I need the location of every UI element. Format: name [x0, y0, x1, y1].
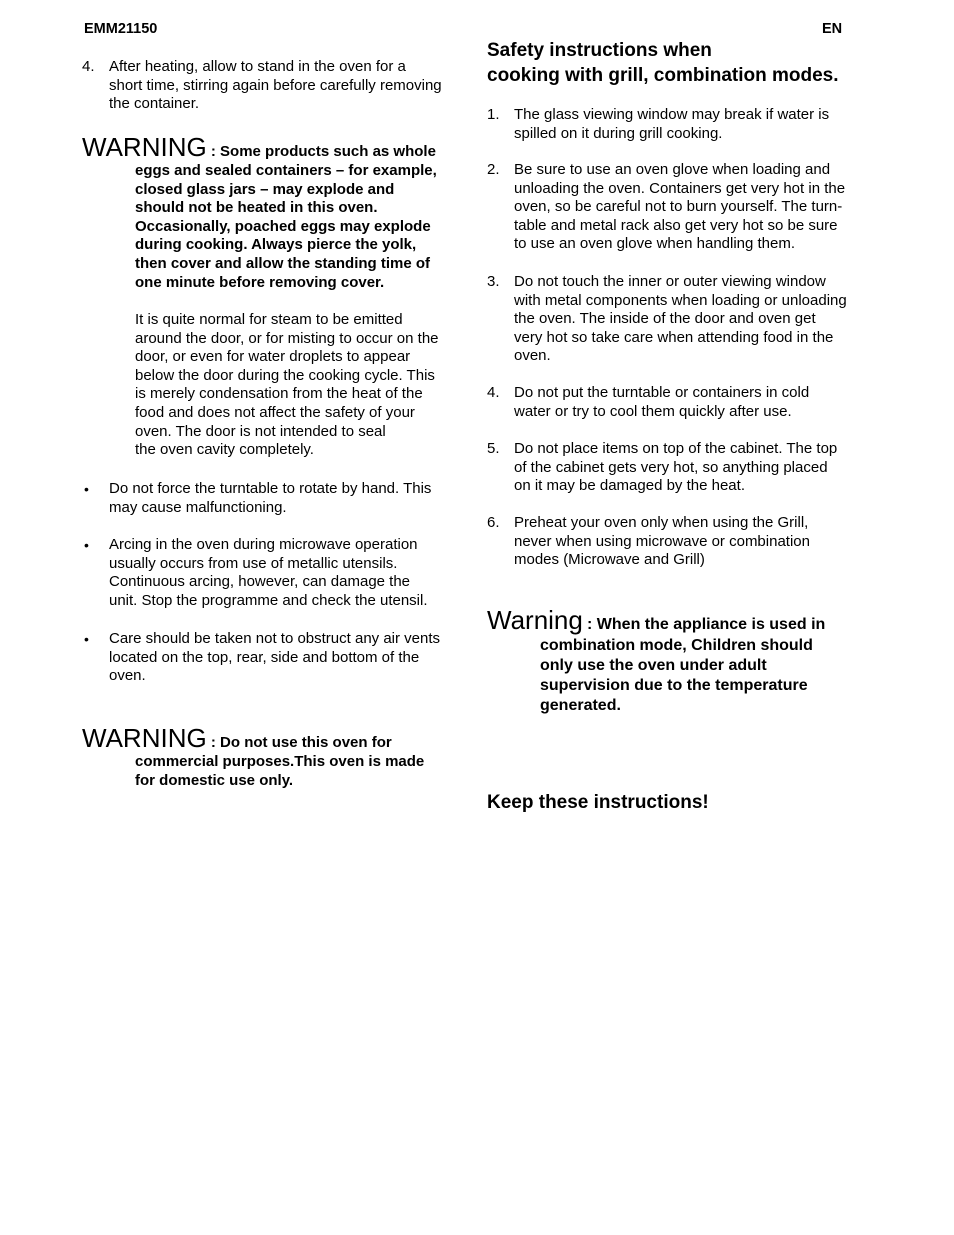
- item-text: [514, 384, 879, 421]
- bullet-icon: •: [84, 631, 89, 647]
- text-line: eggs and sealed containers – for example,: [135, 162, 437, 179]
- text-line: the container.: [109, 95, 200, 113]
- text-line: supervision due to the temperature: [540, 677, 808, 694]
- item-text: [514, 161, 879, 254]
- bullet-icon: •: [84, 481, 89, 497]
- text-line: oven.: [109, 667, 146, 685]
- item-number: 5.: [487, 440, 500, 457]
- text-line: Care should be taken not to obstruct any air vents: [109, 630, 441, 647]
- text-line: Do not touch the inner or outer viewing window: [514, 273, 826, 290]
- text-line: It is quite normal for steam to be emitted: [135, 311, 403, 328]
- title-line: Safety instructions when: [487, 40, 712, 61]
- text-line: very hot so take care when attending food in the: [514, 328, 834, 346]
- text-line: oven. The door is not intended to seal: [135, 422, 386, 440]
- text-line: The glass viewing window may break if water is: [514, 106, 830, 123]
- item-number: 6.: [487, 514, 500, 531]
- text-line: door, or even for water droplets to appear: [135, 348, 411, 366]
- text-line: Do not place items on top of the cabinet. The top: [514, 440, 838, 457]
- item-number: 2.: [487, 161, 500, 178]
- warning-first-line: : Some products such as whole: [210, 143, 436, 160]
- text-line: located on the top, rear, side and bottom of the: [109, 648, 420, 666]
- text-line: is merely condensation from the heat of the: [135, 385, 423, 403]
- text-line: below the door during the cooking cycle. This: [135, 366, 435, 384]
- text-line: to use an oven glove when handling them.: [514, 235, 796, 253]
- step-number: 4.: [82, 58, 95, 75]
- bullet-text: [109, 480, 470, 517]
- item-number: 4.: [487, 384, 500, 401]
- warning-body: [540, 636, 879, 716]
- text-line: never when using microwave or combination: [514, 532, 810, 550]
- warning-children: [487, 605, 879, 714]
- text-line: then cover and allow the standing time of: [135, 254, 431, 272]
- item-number: 3.: [487, 273, 500, 290]
- text-line: Occasionally, poached eggs may explode: [135, 217, 431, 235]
- text-line: around the door, or for misting to occur on the: [135, 329, 439, 347]
- warning-eggs: [82, 132, 470, 291]
- item-number: 1.: [487, 106, 500, 123]
- text-line: Continuous arcing, however, can damage the: [109, 573, 411, 591]
- model-number: EMM21150: [84, 21, 158, 37]
- warning-first-line: : When the appliance is used in: [587, 616, 826, 633]
- text-line: short time, stirring again before carefully removing: [109, 76, 442, 94]
- text-line: water or try to cool them quickly after use.: [514, 402, 792, 420]
- warning-first-line: : Do not use this oven for: [210, 734, 392, 751]
- text-line: Preheat your oven only when using the Grill,: [514, 514, 809, 531]
- text-line: closed glass jars – may explode and: [135, 180, 395, 198]
- item-text: [514, 106, 879, 143]
- bullet-text: [109, 536, 470, 610]
- text-line: Do not put the turntable or containers in cold: [514, 384, 810, 401]
- text-line: of the cabinet gets very hot, so anything placed: [514, 458, 828, 476]
- step-text: [109, 58, 470, 114]
- text-line: the oven. The inside of the door and oven get: [514, 310, 816, 328]
- item-text: [514, 440, 879, 496]
- text-line: unit. Stop the programme and check the utensil.: [109, 591, 428, 609]
- text-line: combination mode, Children should: [540, 637, 813, 654]
- text-line: spilled on it during grill cooking.: [514, 124, 723, 142]
- item-text: [514, 514, 879, 570]
- language-code: EN: [822, 21, 843, 37]
- text-line: the oven cavity completely.: [135, 441, 314, 459]
- warning-label: WARNING: [82, 723, 207, 753]
- text-line: food and does not affect the safety of your: [135, 403, 415, 421]
- text-line: unloading the oven. Containers get very hot in the: [514, 179, 846, 197]
- text-line: one minute before removing cover.: [135, 273, 385, 291]
- section-title: [487, 39, 839, 88]
- warning-label: Warning: [487, 605, 583, 635]
- text-line: After heating, allow to stand in the oven for a: [109, 58, 406, 75]
- warning-body: [135, 162, 470, 292]
- text-line: on it may be damaged by the heat.: [514, 477, 745, 495]
- text-line: oven.: [514, 347, 551, 365]
- closing-note: Keep these instructions!: [487, 792, 709, 813]
- text-line: table and metal rack also get very hot so be sure: [514, 216, 838, 234]
- text-line: should not be heated in this oven.: [135, 199, 378, 217]
- text-line: Do not force the turntable to rotate by hand. This: [109, 480, 432, 497]
- warning-commercial: [82, 723, 470, 789]
- warning-body: [135, 753, 470, 790]
- text-line: may cause malfunctioning.: [109, 498, 287, 516]
- text-line: commercial purposes.This oven is made: [135, 753, 425, 770]
- text-line: during cooking. Always pierce the yolk,: [135, 236, 417, 254]
- warning-label: WARNING: [82, 132, 207, 162]
- steam-paragraph: [135, 311, 470, 460]
- bullet-icon: •: [84, 537, 89, 553]
- item-text: [514, 273, 879, 366]
- text-line: for domestic use only.: [135, 771, 294, 789]
- text-line: oven, so be careful not to burn yourself. The turn-: [514, 198, 843, 216]
- title-line: cooking with grill, combination modes.: [487, 64, 839, 86]
- text-line: Be sure to use an oven glove when loading and: [514, 161, 831, 178]
- text-line: generated.: [540, 697, 621, 714]
- bullet-text: [109, 630, 470, 686]
- text-line: Arcing in the oven during microwave operation: [109, 536, 418, 553]
- text-line: modes (Microwave and Grill): [514, 551, 705, 569]
- text-line: usually occurs from use of metallic utensils.: [109, 554, 398, 572]
- text-line: with metal components when loading or unloading: [514, 291, 847, 309]
- text-line: only use the oven under adult: [540, 657, 767, 674]
